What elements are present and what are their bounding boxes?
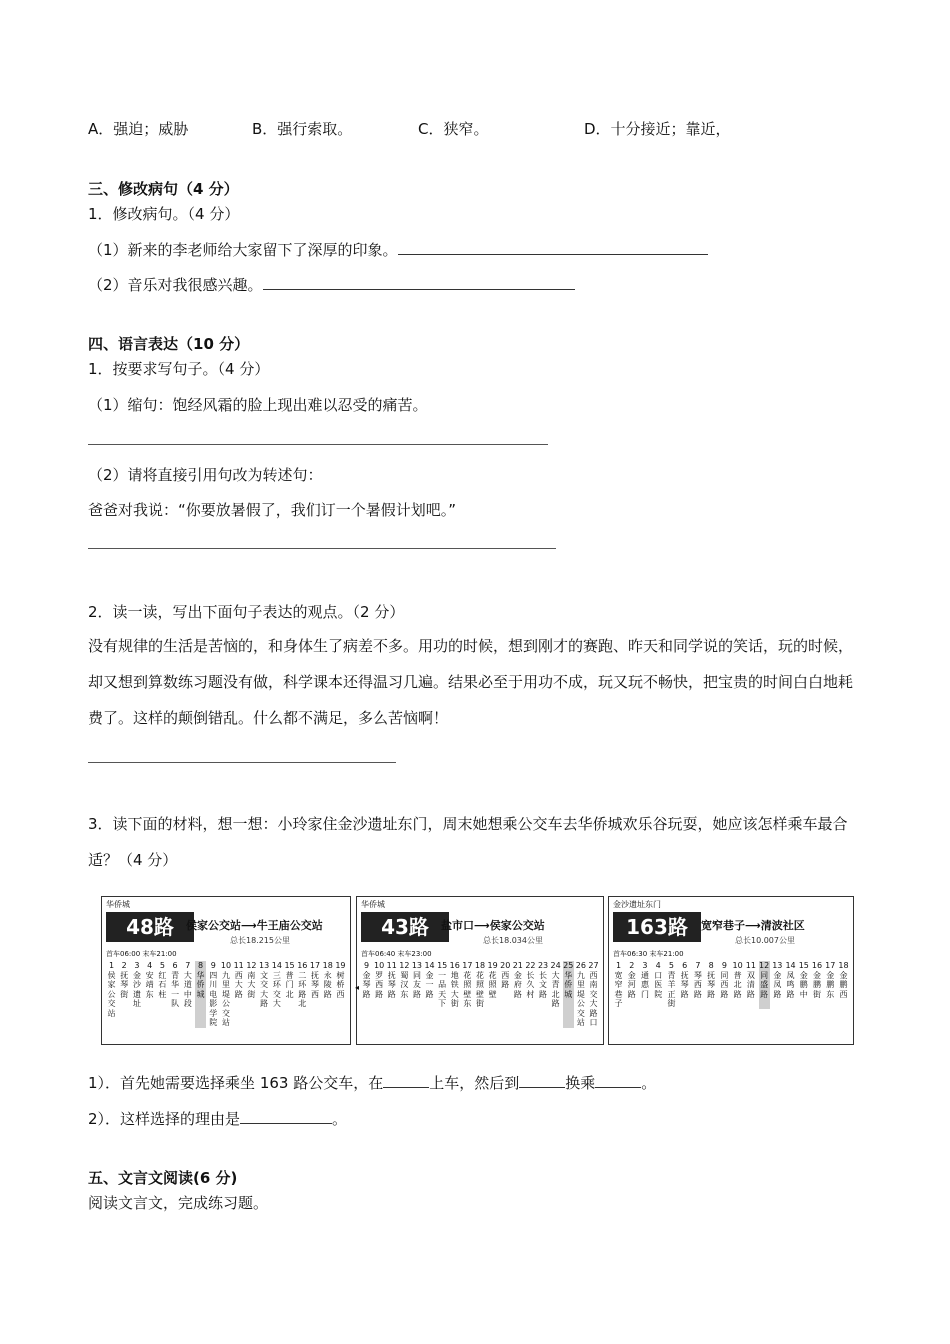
q3-1-text-c: 换乘 <box>565 1074 596 1092</box>
section-3-title: 三、修改病句（4 分） <box>88 180 239 198</box>
bus-stop: 10罗西路 <box>374 961 385 999</box>
bus-stop: 8华侨城 <box>195 961 206 1028</box>
answer-blank[interactable] <box>383 1072 429 1088</box>
sec3-q1: 1．修改病句。（4 分） <box>88 205 240 223</box>
route-number: 48路 <box>106 912 194 942</box>
answer-line[interactable] <box>88 548 556 549</box>
bus-stop: 11双清路 <box>745 961 756 999</box>
bus-stop: 10九里堤公交站 <box>220 961 232 1027</box>
sec4-q1a: （1）缩句：饱经风霜的脸上现出难以忍受的痛苦。 <box>88 396 428 414</box>
sec3-s2-text: （2）音乐对我很感兴趣。 <box>88 276 263 294</box>
bus-stop: 2金河路 <box>627 961 636 999</box>
sec4-q3-2 <box>88 1108 347 1129</box>
answer-blank[interactable] <box>263 274 575 290</box>
sec4-q3-1 <box>88 1072 656 1093</box>
bus-stop: 13文交大路 <box>259 961 270 1008</box>
option-b: B．强行索取。 <box>252 120 353 138</box>
bus-stop: 16金鹏街 <box>811 961 823 999</box>
bus-stop: 5青羊正街 <box>667 961 676 1008</box>
bus-stop: 3通惠门 <box>640 961 649 999</box>
sec3-s1-text: （1）新来的李老师给大家留下了深厚的印象。 <box>88 241 398 259</box>
bus-stop: 18永陵路 <box>322 961 333 999</box>
bus-stop: 6抚琴路 <box>680 961 689 999</box>
option-d: D．十分接近；靠近， <box>584 120 731 138</box>
bus-stop: 4安靖东 <box>145 961 154 999</box>
bus-stop: 5红石柱 <box>158 961 167 999</box>
direction-arrow: ◂ <box>355 983 360 992</box>
bus-stop: 23长文路 <box>537 961 549 999</box>
bus-stop: 11抚琴路 <box>386 961 397 999</box>
sec4-q1: 1．按要求写句子。（4 分） <box>88 360 270 378</box>
bus-stop: 7琴西路 <box>693 961 702 999</box>
bus-board-2 <box>356 896 604 1045</box>
answer-blank[interactable] <box>519 1072 565 1088</box>
bus-stop: 6青华一队 <box>171 961 180 1008</box>
answer-blank[interactable] <box>595 1072 641 1088</box>
sec4-q2: 2．读一读，写出下面句子表达的观点。（2 分） <box>88 603 405 621</box>
sec4-q1b: （2）请将直接引用句改为转述句： <box>88 466 323 484</box>
answer-blank[interactable] <box>398 239 708 255</box>
answer-line[interactable] <box>88 762 396 763</box>
bus-stop: 11西大路 <box>233 961 244 999</box>
bus-stop: 14金一路 <box>424 961 435 999</box>
bus-stop: 22长久村 <box>525 961 536 999</box>
answer-line[interactable] <box>88 444 548 445</box>
sec3-s2 <box>88 274 575 295</box>
stop-list <box>613 961 849 1009</box>
bus-stop: 1侯家公交站 <box>107 961 116 1018</box>
board-station: 华侨城 <box>106 900 130 909</box>
route-endpoints: 侯家公交站⟶牛王庙公交站 <box>186 919 323 932</box>
sec4-q1b-text: 爸爸对我说：“你要放暑假了，我们订一个暑假计划吧。” <box>88 501 457 519</box>
bus-stop: 10普北路 <box>732 961 743 999</box>
bus-stop: 13同友路 <box>411 961 423 999</box>
bus-stop: 15金鹏中 <box>798 961 809 999</box>
bus-stop: 3金沙遗址 <box>132 961 141 1008</box>
route-length: 总长18.034公里 <box>483 936 543 945</box>
bus-stop: 15普门北 <box>284 961 295 999</box>
bus-stop: 20西路 <box>500 961 511 989</box>
bus-stop: 26九里堤公交站 <box>575 961 586 1027</box>
answer-blank[interactable] <box>240 1108 332 1124</box>
bus-stop: 13金凤路 <box>772 961 783 999</box>
route-number: 43路 <box>361 912 449 942</box>
route-length: 总长10.007公里 <box>735 936 795 945</box>
q3-1-text-d: 。 <box>641 1074 657 1092</box>
bus-board-3 <box>608 896 854 1045</box>
bus-stop: 2抚琴街 <box>120 961 129 999</box>
route-endpoints: 盐市口⟶侯家公交站 <box>441 919 545 932</box>
bus-stop: 16地铁大街 <box>449 961 460 1008</box>
board-station: 金沙遗址东门 <box>613 900 661 909</box>
sec4-q2-passage: 没有规律的生活是苦恼的，和身体生了病差不多。用功的时候，想到刚才的赛跑、昨天和同学说的笑话，玩的时候，却又想到算数练习题没有做，科学课本还得温习几遍。结果必至于用功不成，玩又玩不畅快，把宝贵的时间白白地耗费了。这样的颠倒错乱。什么都不满足，多么苦恼啊！ <box>88 637 854 727</box>
bus-stop: 8抚琴路 <box>707 961 716 999</box>
bus-stop: 17金鹏东 <box>825 961 836 999</box>
route-length: 总长18.215公里 <box>230 936 290 945</box>
bus-stop: 19花照壁 <box>487 961 498 999</box>
bus-stop: 14凤鸣路 <box>785 961 796 999</box>
q3-2-text-b: 。 <box>332 1110 348 1128</box>
bus-stop: 9同西路 <box>720 961 729 999</box>
bus-stop: 1宽窄巷子 <box>614 961 623 1008</box>
sec4-q3: 3．读下面的材料，想一想：小玲家住金沙遗址东门，周末她想乘公交车去华侨城欢乐谷玩耍，她应该怎样乘车最合适？（4 分） <box>88 815 848 869</box>
bus-stop: 14三环交大 <box>271 961 282 1008</box>
bus-stop: 9四川电影学院 <box>209 961 218 1027</box>
bus-stop: 25华侨城 <box>563 961 574 1028</box>
service-hours: 首车06:30 末车21:00 <box>613 950 684 958</box>
section-4-title: 四、语言表达（10 分） <box>88 335 250 353</box>
sec5-intro: 阅读文言文，完成练习题。 <box>88 1194 269 1212</box>
bus-stop: 27西南交大路口 <box>588 961 599 1027</box>
q3-2-text-a: 2）．这样选择的理由是 <box>88 1110 241 1128</box>
bus-stop: 9金琴路 <box>362 961 371 999</box>
q3-1-text-b: 上车，然后到 <box>429 1074 520 1092</box>
bus-stop: 19树桥西 <box>335 961 346 999</box>
bus-stop: 15一品天下 <box>437 961 448 1008</box>
bus-stop: 24大青北路 <box>550 961 561 1008</box>
bus-stop: 18花照壁街 <box>474 961 486 1008</box>
board-station: 华侨城 <box>361 900 385 909</box>
option-c: C．狭窄。 <box>418 120 489 138</box>
q3-1-text-a: 1）．首先她需要选择乘坐 163 路公交车，在 <box>88 1074 384 1092</box>
bus-stop: 17花照壁东 <box>462 961 473 1008</box>
bus-stop: 21金府路 <box>512 961 523 999</box>
service-hours: 首车06:40 末车23:00 <box>361 950 432 958</box>
option-a: A．强迫；威胁 <box>88 120 189 138</box>
bus-stop: 12蜀汉东 <box>399 961 410 999</box>
route-number: 163路 <box>613 912 701 942</box>
bus-stop: 12南大街 <box>246 961 257 999</box>
section-5-title: 五、文言文阅读(6 分) <box>88 1169 238 1187</box>
bus-stop: 12同盛路 <box>759 961 770 1009</box>
bus-stop: 7大道中段 <box>183 961 192 1008</box>
stop-list <box>361 961 599 1028</box>
bus-board-1 <box>101 896 351 1045</box>
bus-stop: 17抚琴西 <box>309 961 321 999</box>
route-endpoints: 宽窄巷子⟶清波社区 <box>701 919 805 932</box>
sec3-s1 <box>88 239 708 260</box>
bus-stop: 16二环路北 <box>297 961 308 1008</box>
stop-list <box>106 961 346 1028</box>
service-hours: 首车06:00 末车21:00 <box>106 950 177 958</box>
bus-stop: 18金鹏西 <box>838 961 849 999</box>
bus-stop: 4口医院 <box>654 961 663 999</box>
